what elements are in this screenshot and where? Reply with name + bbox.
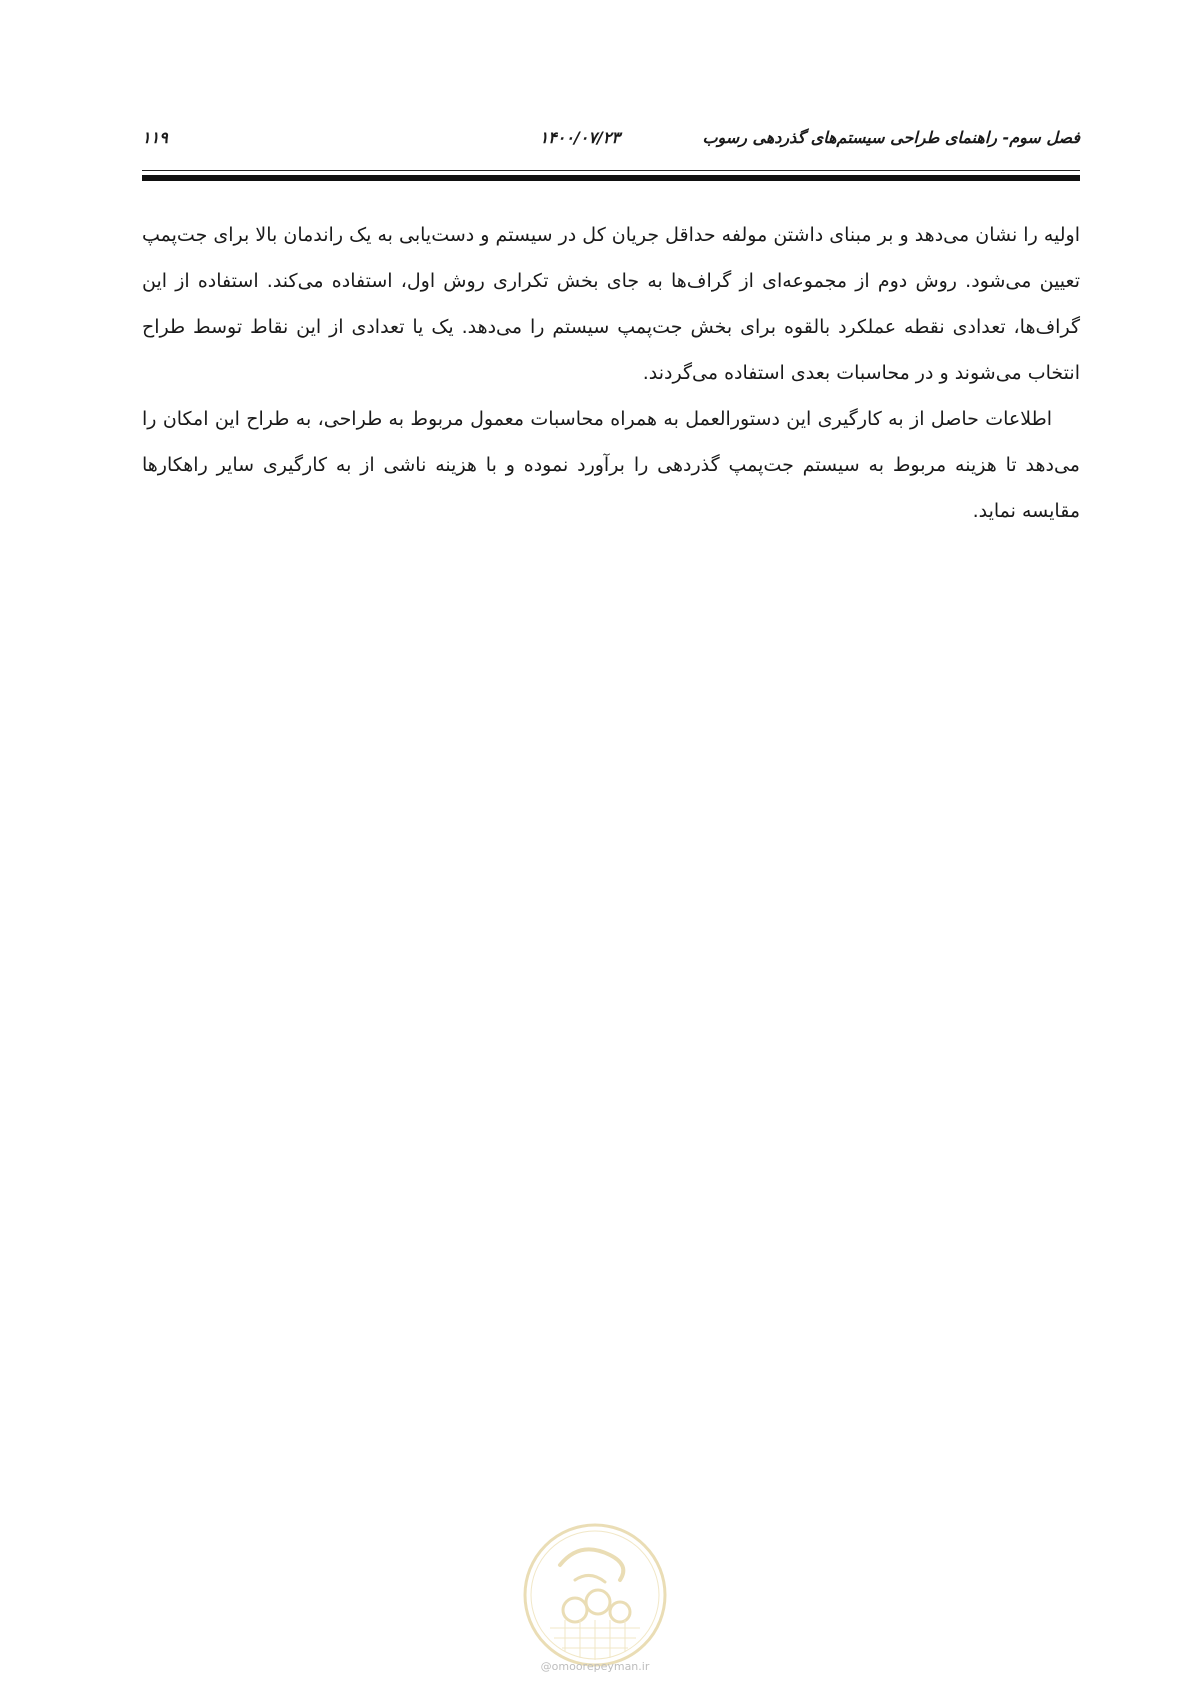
header-rule-thin — [142, 170, 1080, 171]
header-date: ۱۴۰۰/۰۷/۲۳ — [539, 128, 620, 147]
body-text — [142, 212, 1080, 534]
watermark-url: @omoorepeyman.ir — [540, 1660, 650, 1673]
chapter-title: فصل سوم- راهنمای طراحی سیستم‌های گذردهی رسوب — [702, 128, 1080, 147]
page-number: ۱۱۹ — [142, 128, 168, 147]
page-header — [142, 128, 1080, 156]
paragraph-2: اطلاعات حاصل از به کارگیری این دستورالعمل به همراه محاسبات معمول مربوط به طراحی، به طراح این امکان را می‌دهد تا هزینه مربوط به سیستم جت‌پمپ گذردهی را برآورد نموده و با هزینه ناشی از به کارگیری سایر راهکارها مقایسه نماید. — [142, 408, 1080, 522]
header-rule-thick — [142, 175, 1080, 181]
paragraph-1: اولیه را نشان می‌دهد و بر مبنای داشتن مولفه حداقل جریان کل در سیستم و دست‌یابی به یک راندمان بالا برای جت‌پمپ تعیین می‌شود. روش دوم از مجموعه‌ای از گراف‌ها به جای بخش تکراری روش اول، استفاده می‌کند. استفاده از این گراف‌ها، تعدادی نقطه عملکرد بالقوه برای بخش جت‌پمپ سیستم را می‌دهد. یک یا تعدادی از این نقاط توسط طراح انتخاب می‌شوند و در محاسبات بعدی استفاده می‌گردند. — [142, 224, 1080, 384]
watermark-logo — [520, 1520, 670, 1670]
